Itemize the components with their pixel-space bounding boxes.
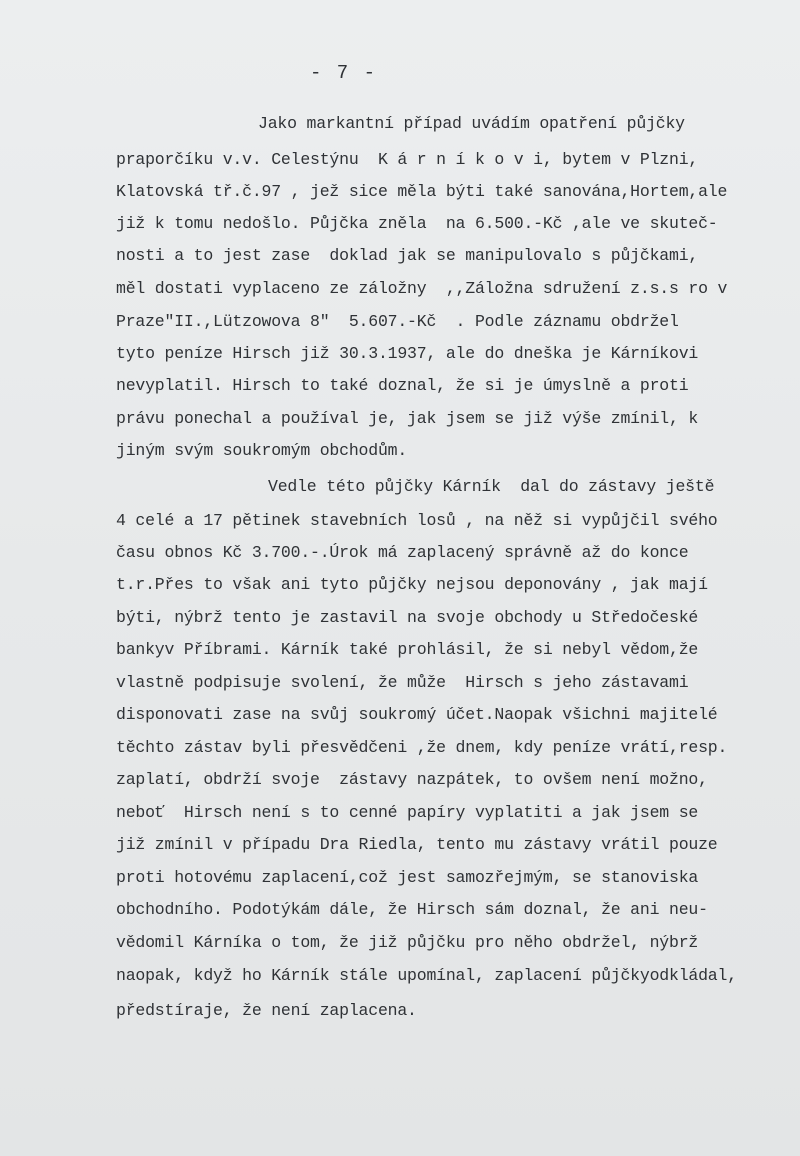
text-line: času obnos Kč 3.700.-.Úrok má zaplacený správně až do konce [116,543,689,562]
text-line: Klatovská tř.č.97 , jež sice měla býti také sanována,Hortem,ale [116,182,728,201]
text-line: již k tomu nedošlo. Půjčka zněla na 6.500.-Kč ,ale ve skuteč- [116,214,718,233]
text-line: proti hotovému zaplacení,což jest samozřejmým, se stanoviska [116,868,699,887]
text-line: zaplatí, obdrží svoje zástavy nazpátek, to ovšem není možno, [116,770,708,789]
text-line: nosti a to jest zase doklad jak se manipulovalo s půjčkami, [116,246,699,265]
text-line: disponovati zase na svůj soukromý účet.Naopak všichni majitelé [116,705,718,724]
text-line: tyto peníze Hirsch již 30.3.1937, ale do dneška je Kárníkovi [116,344,699,363]
text-line: nevyplatil. Hirsch to také doznal, že si je úmyslně a proti [116,376,689,395]
text-line: měl dostati vyplaceno ze záložny ,,Záložna sdružení z.s.s ro v [116,279,728,298]
text-line: jiným svým soukromým obchodům. [116,441,408,460]
text-line: Praze"II.,Lützowova 8" 5.607.-Kč . Podle záznamu obdržel [116,312,679,331]
text-line: obchodního. Podotýkám dále, že Hirsch sám doznal, že ani neu- [116,900,708,919]
text-line: Jako markantní případ uvádím opatření půjčky [258,114,685,133]
text-line: vlastně podpisuje svolení, že může Hirsch s jeho zástavami [116,673,689,692]
text-line: Vedle této půjčky Kárník dal do zástavy ještě [268,477,715,496]
text-line: 4 celé a 17 pětinek stavebních losů , na něž si vypůjčil svého [116,511,718,530]
text-line: bankyv Příbrami. Kárník také prohlásil, že si nebyl vědom,že [116,640,699,659]
text-line: těchto zástav byli přesvědčeni ,že dnem, kdy peníze vrátí,resp. [116,738,728,757]
text-line: předstíraje, že není zaplacena. [116,1001,417,1020]
page-number: - 7 - [310,62,378,84]
text-line: neboť Hirsch není s to cenné papíry vyplatiti a jak jsem se [116,803,699,822]
text-line: právu ponechal a používal je, jak jsem se již výše zmínil, k [116,409,699,428]
text-line: naopak, když ho Kárník stále upomínal, zaplacení půjčkyodkládal, [116,966,737,985]
text-line: t.r.Přes to však ani tyto půjčky nejsou deponovány , jak mají [116,575,708,594]
text-line: praporčíku v.v. Celestýnu K á r n í k o v i, bytem v Plzni, [116,150,699,169]
text-line: již zmínil v případu Dra Riedla, tento mu zástavy vrátil pouze [116,835,718,854]
text-line: býti, nýbrž tento je zastavil na svoje obchody u Středočeské [116,608,699,627]
text-line: vědomil Kárníka o tom, že již půjčku pro něho obdržel, nýbrž [116,933,699,952]
